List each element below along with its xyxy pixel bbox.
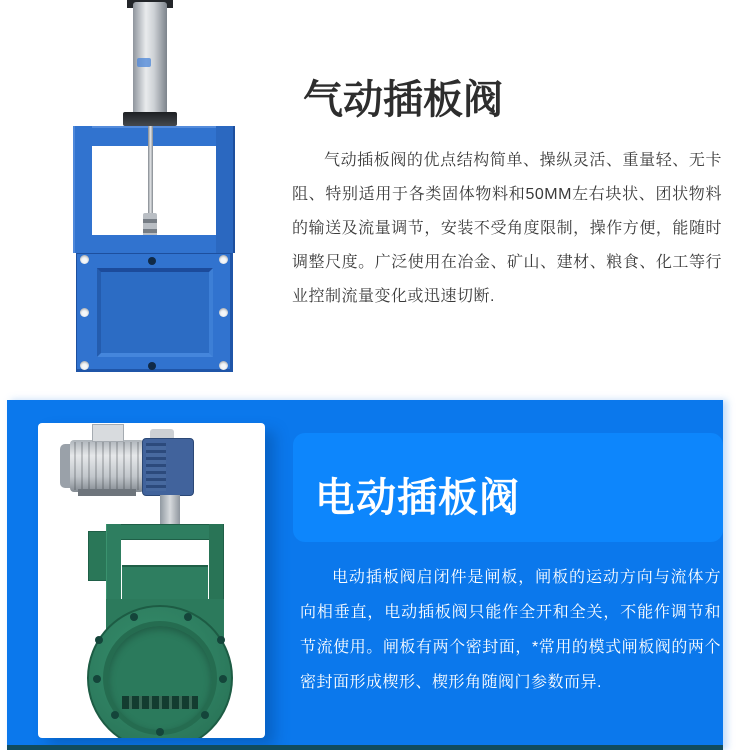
flange-bolt-hole [95, 636, 103, 644]
green-frame-top [106, 524, 224, 540]
gate-seat-slot [122, 696, 198, 709]
flange-inner-ring [103, 621, 217, 735]
bolt-hole [219, 255, 228, 264]
flange-bolt-hole [130, 613, 138, 621]
flange-bolt-hole [219, 675, 227, 683]
flange-bolt-hole [217, 636, 225, 644]
pneumatic-description: 气动插板阀的优点结构简单、操纵灵活、重量轻、无卡阻、特别适用于各类固体物料和50MM左右块状、团状物料的输送及流量调节，安装不受角度限制，操作方便，能随时调整尺度。广泛使用在冶金、矿山、建材、粮食、化工等行业控制流量变化或迅速切断. [292, 152, 722, 305]
electric-section [7, 400, 723, 750]
electric-valve-image [38, 423, 265, 738]
flange-bolt-hole [201, 711, 209, 719]
motor-cooling-ribs [74, 442, 140, 490]
bolt-hole [80, 361, 89, 370]
motor-foot [78, 489, 136, 496]
valve-bonnet-bar [92, 235, 216, 253]
valve-frame-left-leg [73, 126, 92, 253]
pneumatic-title: 气动插板阀 [303, 78, 503, 122]
flange-bolt-hole [111, 711, 119, 719]
valve-frame-top [73, 126, 235, 146]
electric-description: 电动插板阀启闭件是闸板，闸板的运动方向与流体方向相垂直，电动插板阀只能作全开和全关，不能作调节和节流使用。闸板有两个密封面，*常用的模式闸板阀的两个密封面形成楔形、楔形角随阀门参数而异. [300, 569, 721, 691]
cylinder-mount-plate [123, 112, 177, 126]
flange-bolt-hole [184, 613, 192, 621]
valve-frame-right-leg [216, 126, 235, 253]
center-hole-bottom [148, 362, 156, 370]
bolt-hole [80, 255, 89, 264]
bolt-hole [219, 308, 228, 317]
piston-rod [148, 126, 153, 218]
bolt-hole [219, 361, 228, 370]
electric-title: 电动插板阀 [315, 476, 520, 520]
motor-junction-box [92, 424, 124, 442]
bolt-hole [80, 308, 89, 317]
stem-housing [160, 495, 180, 527]
gearbox-fins [146, 443, 166, 491]
side-bracket [88, 531, 107, 581]
bottom-divider-strip [7, 745, 723, 750]
valve-body-inner-panel [97, 268, 213, 357]
flange-bolt-hole [156, 728, 164, 736]
cylinder-logo-mark [137, 58, 151, 67]
flange-bolt-hole [93, 675, 101, 683]
center-hole-top [148, 257, 156, 265]
